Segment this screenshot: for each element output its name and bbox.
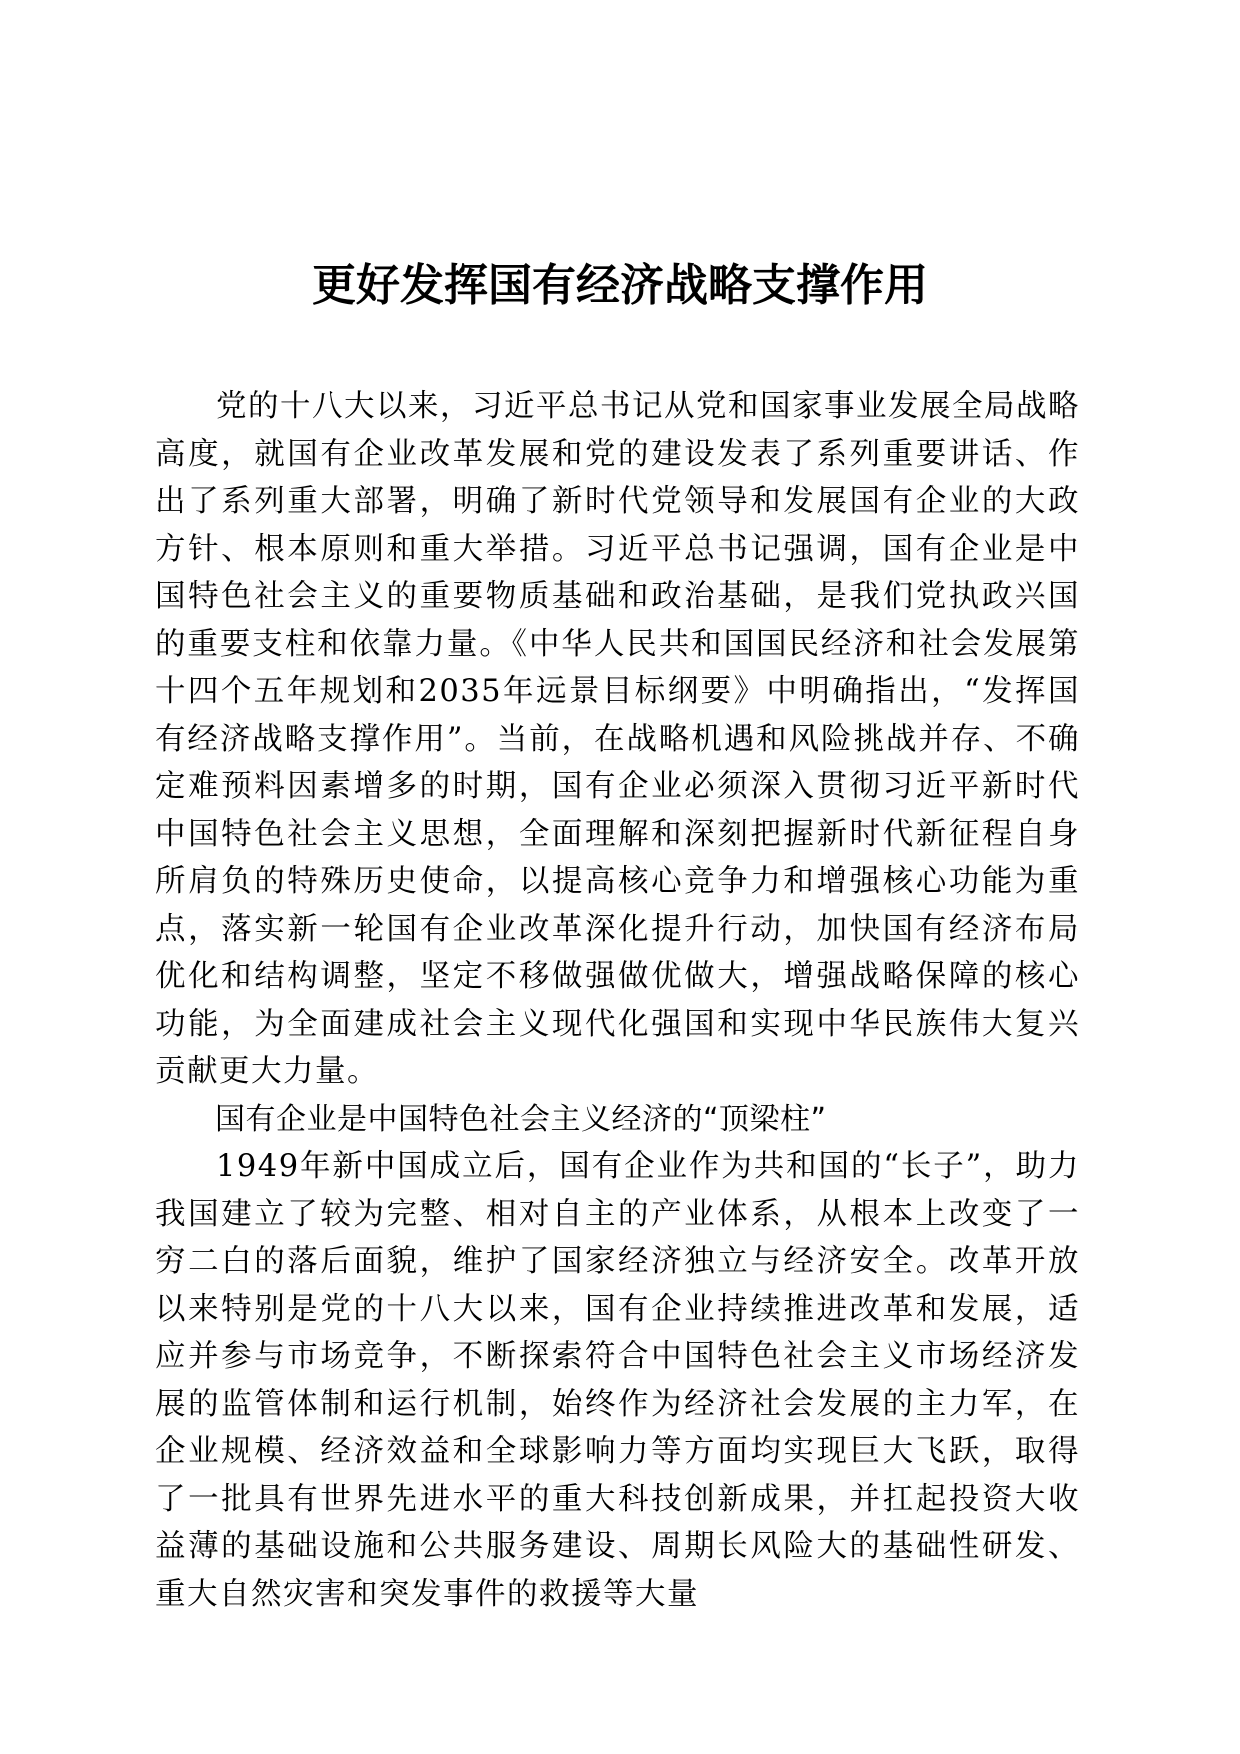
document-title: 更好发挥国有经济战略支撑作用 — [312, 260, 928, 311]
paragraph-intro: 党的十八大以来，习近平总书记从党和国家事业发展全局战略高度，就国有企业改革发展和党的建设发表了系列重要讲话、作出了系列重大部署，明确了新时代党领导和发展国有企业的大政方针、根本原则和重大举措。习近平总书记强调，国有企业是中国特色社会主义的重要物质基础和政治基础，是我们党执政兴国的重要支柱和依靠力量。《中华人民共和国国民经济和社会发展第十四个五年规划和2035年远景目标纲要》中明确指出，“发挥国有经济战略支撑作用”。当前，在战略机遇和风险挑战并存、不确定难预料因素增多的时期，国有企业必须深入贯彻习近平新时代中国特色社会主义思想，全面理解和深刻把握新时代新征程自身所肩负的特殊历史使命，以提高核心竞争力和增强核心功能为重点，落实新一轮国有企业改革深化提升行动，加快国有经济布局优化和结构调整，坚定不移做强做优做大，增强战略保障的核心功能，为全面建成社会主义现代化强国和实现中华民族伟大复兴贡献更大力量。 — [155, 389, 1080, 1089]
paragraph-history: 1949年新中国成立后，国有企业作为共和国的“长子”，助力我国建立了较为完整、相对自主的产业体系，从根本上改变了一穷二白的落后面貌，维护了国家经济独立与经济安全。改革开放以来特别是党的十八大以来，国有企业持续推进改革和发展，适应并参与市场竞争，不断探索符合中国特色社会主义市场经济发展的监管体制和运行机制，始终作为经济社会发展的主力军，在企业规模、经济效益和全球影响力等方面均实现巨大飞跃，取得了一批具有世界先进水平的重大科技创新成果，并扛起投资大收益薄的基础设施和公共服务建设、周期长风险大的基础性研发、重大自然灾害和突发事件的救援等大量 — [155, 1149, 1080, 1612]
section-heading: 国有企业是中国特色社会主义经济的“顶梁柱” — [215, 1101, 827, 1137]
document-body — [155, 383, 1080, 1618]
